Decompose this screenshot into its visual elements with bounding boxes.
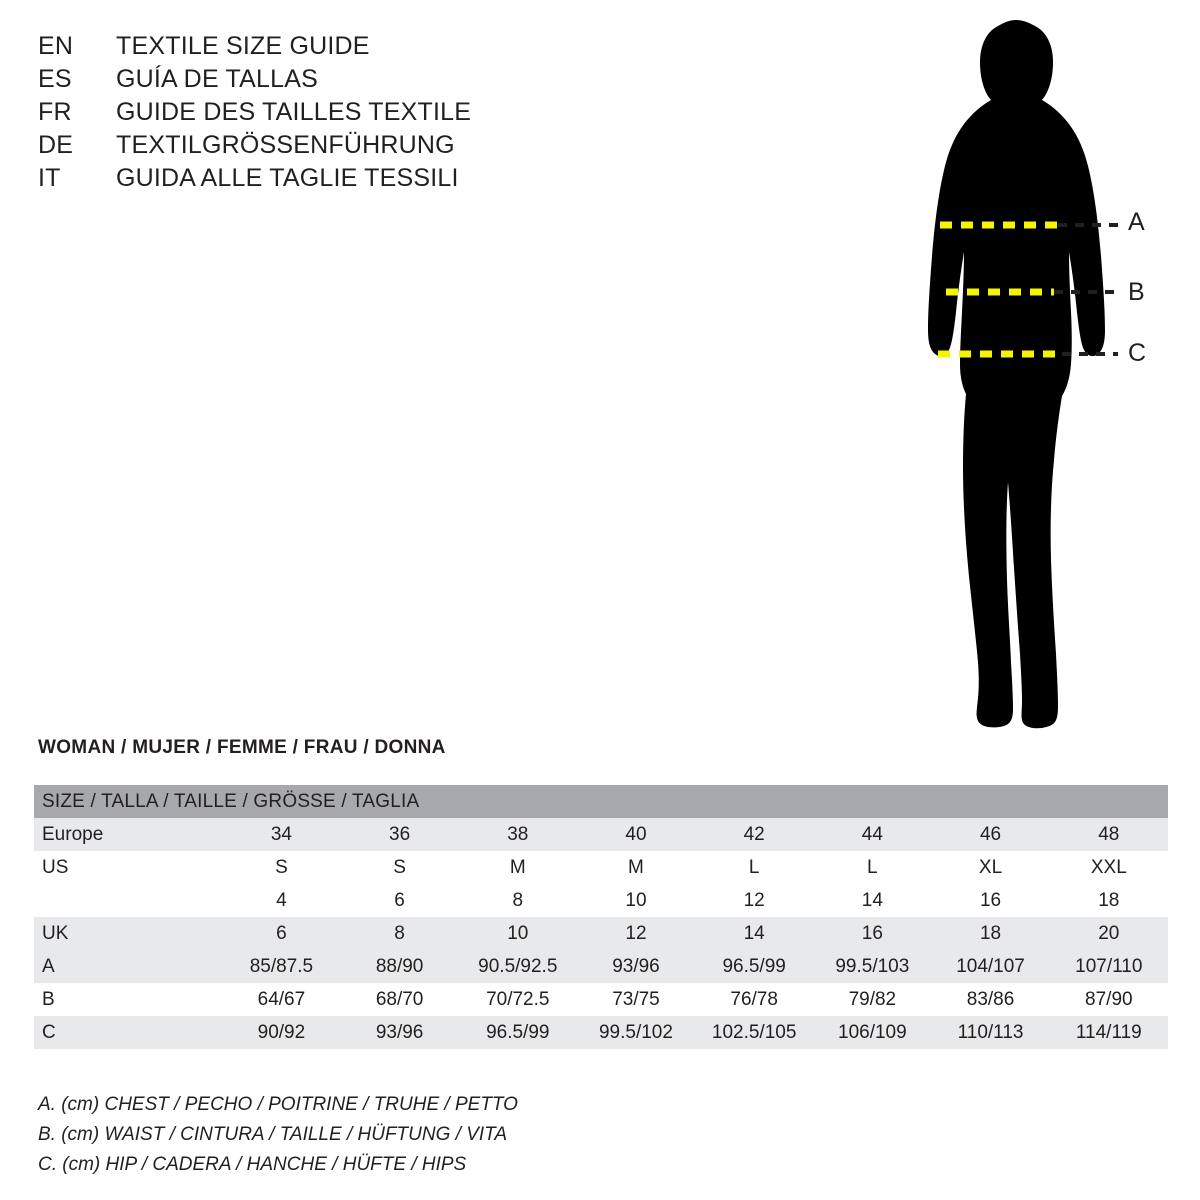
table-cell: 48 [1050,818,1168,851]
table-cell: 36 [341,818,459,851]
female-silhouette-icon [860,20,1180,740]
marker-label-a: A [1128,208,1145,236]
table-cell: 99.5/102 [577,1016,695,1049]
table-cell: 16 [931,884,1049,917]
title-language-code: ES [38,65,72,93]
table-cell: 18 [1050,884,1168,917]
table-row [34,917,1168,950]
table-cell: 88/90 [341,950,459,983]
table-cell: 42 [695,818,813,851]
title-language-text: GUIDA ALLE TAGLIE TESSILI [116,164,459,192]
table-cell: 34 [222,818,340,851]
table-cell: S [222,851,340,884]
table-cell: L [695,851,813,884]
title-language-code: EN [38,32,74,60]
table-cell: 14 [813,884,931,917]
table-cell: 79/82 [813,983,931,1016]
title-row [38,129,598,162]
table-cell: 16 [813,917,931,950]
table-cell: XL [931,851,1049,884]
footnotes [38,1090,838,1180]
table-row [34,1016,1168,1049]
table-cell: 38 [459,818,577,851]
table-cell: 4 [222,884,340,917]
title-language-text: TEXTILE SIZE GUIDE [116,32,370,60]
table-cell: 12 [695,884,813,917]
table-header-row [34,785,1168,818]
row-label [34,884,222,917]
table-cell: 76/78 [695,983,813,1016]
title-language-code: FR [38,98,72,126]
table-cell: 70/72.5 [459,983,577,1016]
row-label: A [34,950,222,983]
table-header-label: SIZE / TALLA / TAILLE / GRÖSSE / TAGLIA [34,785,1168,818]
table-cell: 46 [931,818,1049,851]
table-cell: 96.5/99 [695,950,813,983]
table-cell: M [577,851,695,884]
table-cell: 87/90 [1050,983,1168,1016]
table-cell: 12 [577,917,695,950]
table-row [34,884,1168,917]
table-cell: 102.5/105 [695,1016,813,1049]
title-language-text: GUIDE DES TAILLES TEXTILE [116,98,472,126]
table-cell: XXL [1050,851,1168,884]
row-label: C [34,1016,222,1049]
title-language-text: GUÍA DE TALLAS [116,65,318,93]
table-cell: 44 [813,818,931,851]
marker-label-c: C [1128,339,1147,367]
title-row [38,63,598,96]
table-cell: 104/107 [931,950,1049,983]
table-cell: 90/92 [222,1016,340,1049]
table-cell: 6 [222,917,340,950]
row-label: US [34,851,222,884]
table-row [34,950,1168,983]
table-cell: S [341,851,459,884]
row-label: B [34,983,222,1016]
marker-label-b: B [1128,278,1145,306]
title-language-code: IT [38,164,61,192]
row-label: UK [34,917,222,950]
table-cell: L [813,851,931,884]
table-row [34,818,1168,851]
title-row [38,96,598,129]
table-cell: 40 [577,818,695,851]
table-cell: 99.5/103 [813,950,931,983]
title-row [38,30,598,63]
table-cell: 93/96 [341,1016,459,1049]
table-cell: 10 [459,917,577,950]
title-block [38,30,598,195]
title-row [38,162,598,195]
footnote-a: A. (cm) CHEST / PECHO / POITRINE / TRUHE / PETTO [38,1094,518,1115]
table-cell: 64/67 [222,983,340,1016]
table-cell: M [459,851,577,884]
table-cell: 114/119 [1050,1016,1168,1049]
footnote-c: C. (cm) HIP / CADERA / HANCHE / HÜFTE / HIPS [38,1154,467,1175]
table-cell: 106/109 [813,1016,931,1049]
title-language-table [38,30,598,195]
table-cell: 8 [341,917,459,950]
table-row [34,983,1168,1016]
table-cell: 107/110 [1050,950,1168,983]
table-cell: 14 [695,917,813,950]
table-cell: 96.5/99 [459,1016,577,1049]
table-cell: 6 [341,884,459,917]
table-cell: 85/87.5 [222,950,340,983]
footnote-b: B. (cm) WAIST / CINTURA / TAILLE / HÜFTUNG / VITA [38,1124,508,1145]
row-label: Europe [34,818,222,851]
table-cell: 90.5/92.5 [459,950,577,983]
table-cell: 73/75 [577,983,695,1016]
size-table [34,785,1168,1049]
table-cell: 8 [459,884,577,917]
table-row [34,851,1168,884]
table-cell: 110/113 [931,1016,1049,1049]
table-cell: 93/96 [577,950,695,983]
body-figure [860,20,1180,740]
table-cell: 68/70 [341,983,459,1016]
title-language-text: TEXTILGRÖSSENFÜHRUNG [116,131,455,159]
title-language-code: DE [38,131,74,159]
table-cell: 18 [931,917,1049,950]
section-heading: WOMAN / MUJER / FEMME / FRAU / DONNA [38,737,446,758]
table-cell: 83/86 [931,983,1049,1016]
table-cell: 10 [577,884,695,917]
table-cell: 20 [1050,917,1168,950]
